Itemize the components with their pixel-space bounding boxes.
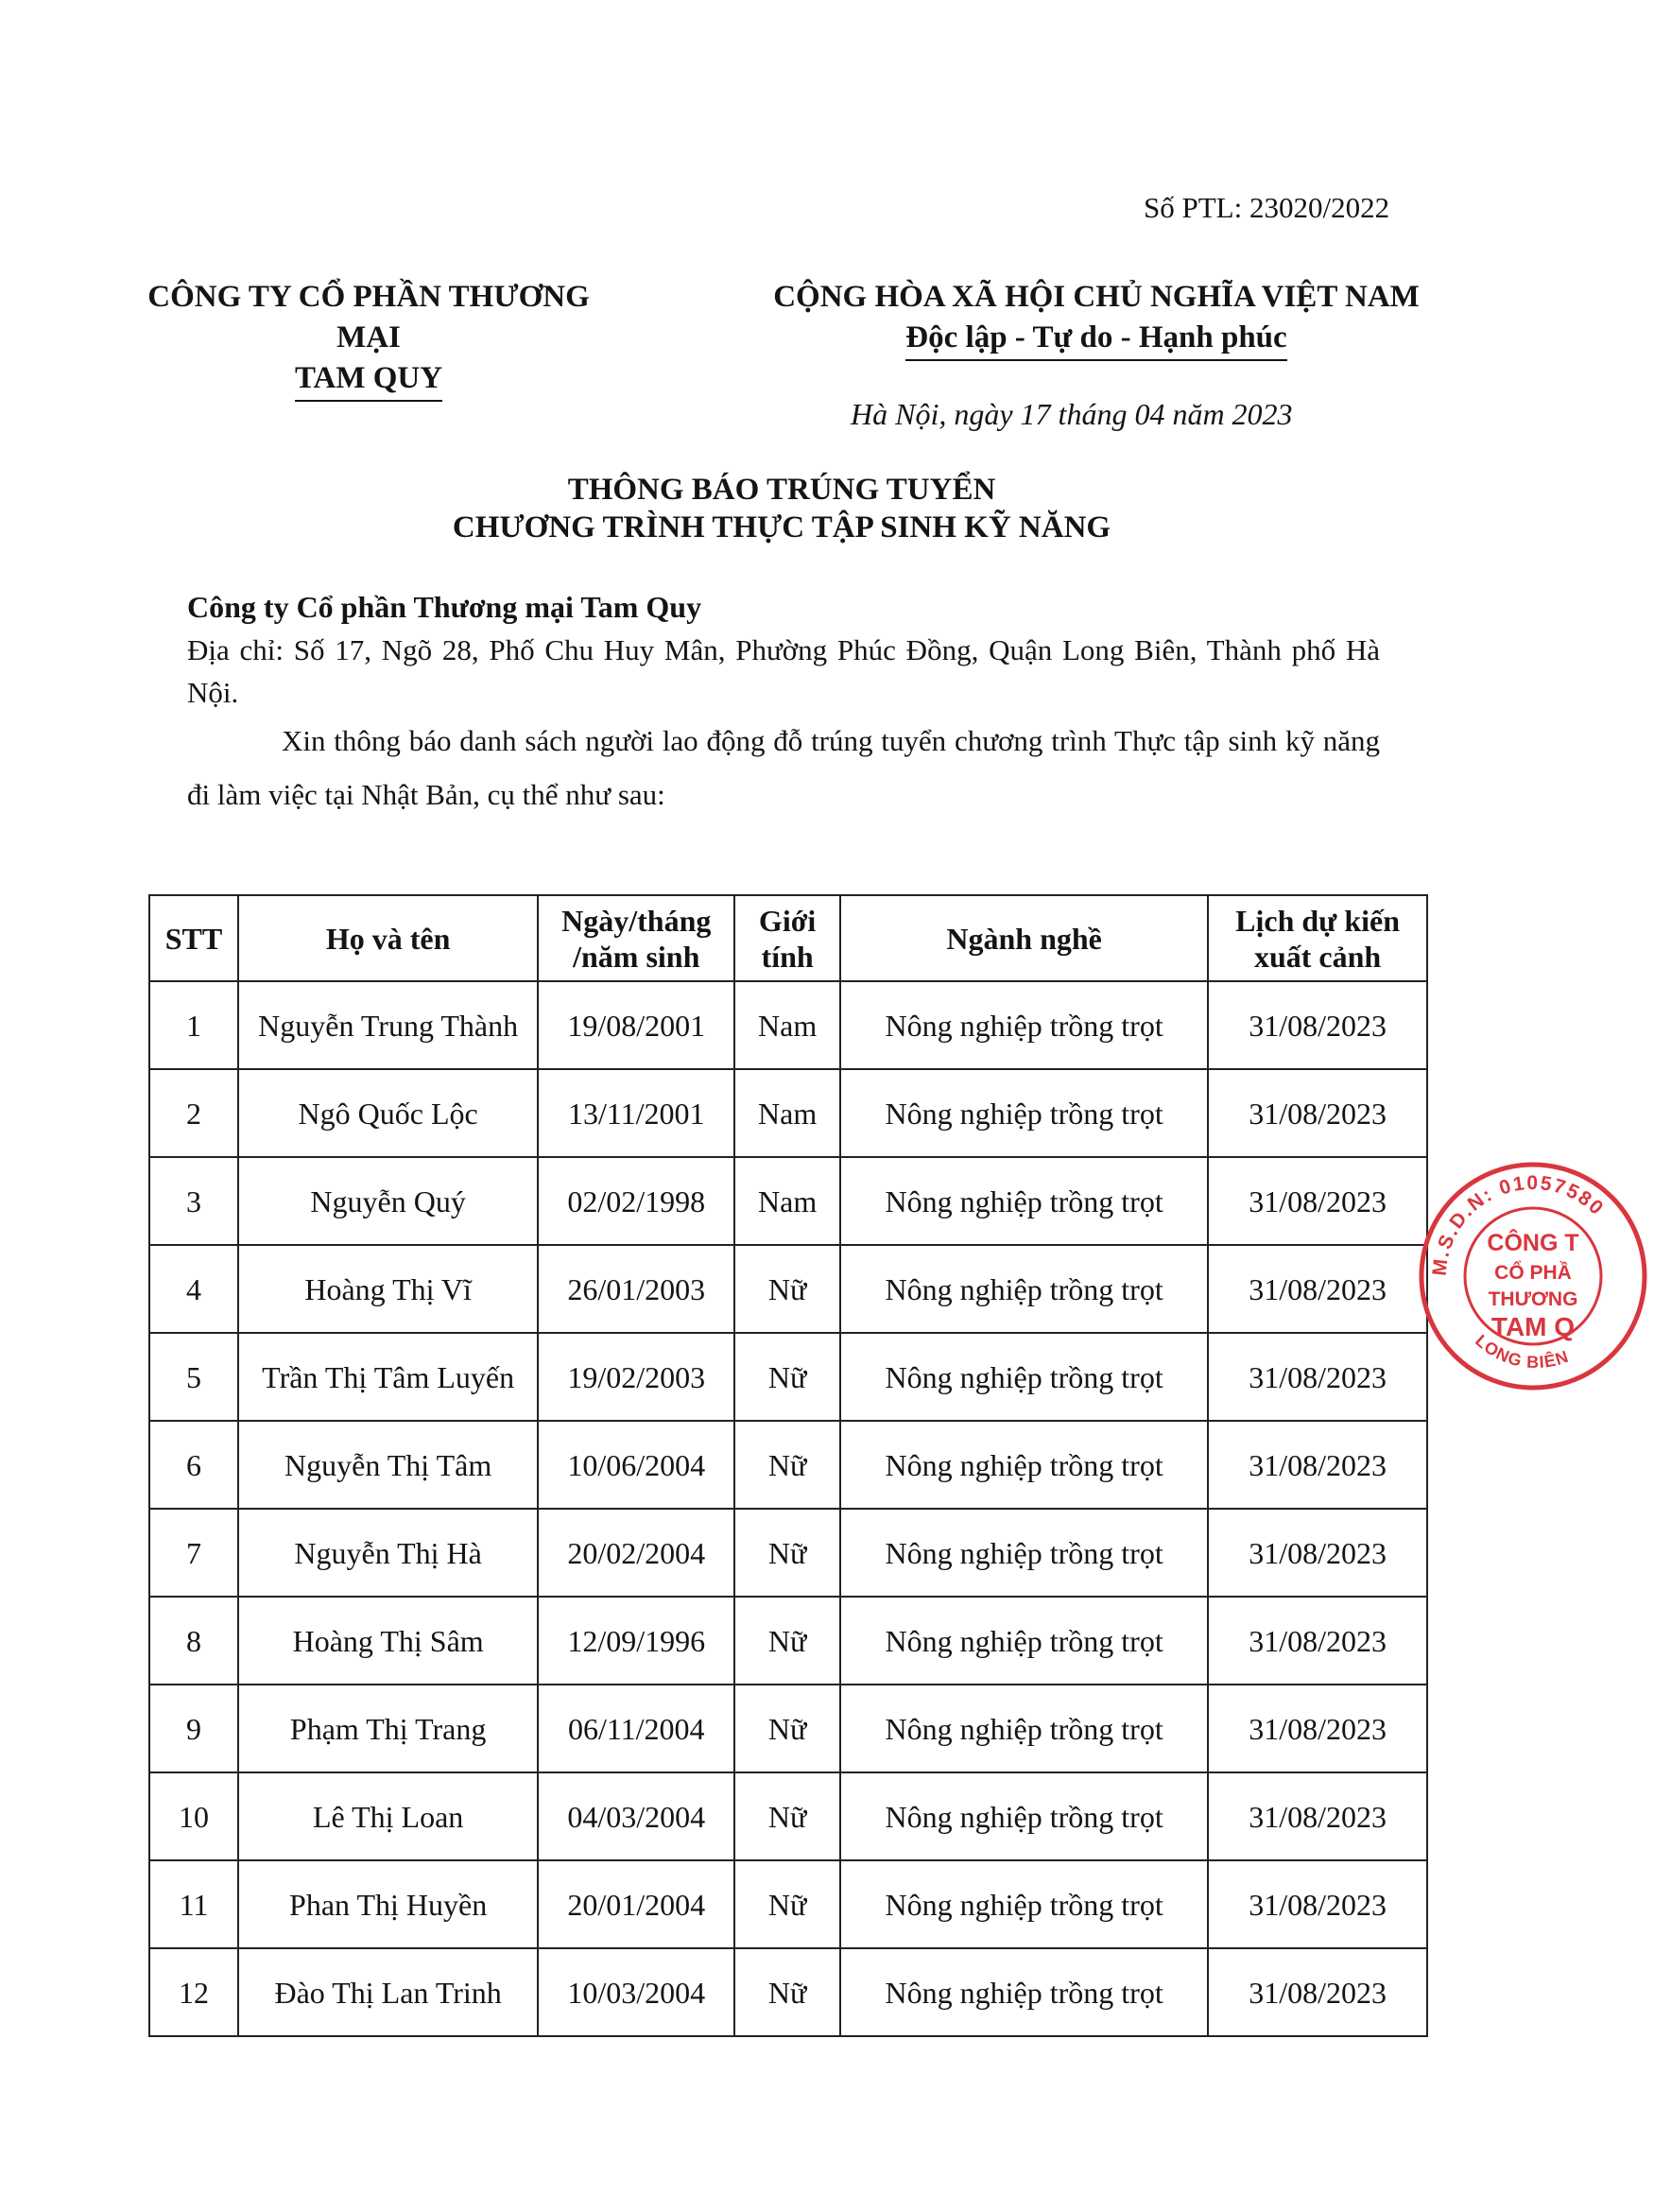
- table-row: [149, 1421, 1427, 1509]
- cell-full-name: Đào Thị Lan Trinh: [238, 1948, 538, 2036]
- cell-departure-date: 31/08/2023: [1208, 1948, 1427, 2036]
- table-row: [149, 1069, 1427, 1157]
- recruitment-table: [148, 894, 1428, 2037]
- cell-gender: Nam: [734, 981, 840, 1069]
- table-row: [149, 1948, 1427, 2036]
- cell-full-name: Ngô Quốc Lộc: [238, 1069, 538, 1157]
- seal-line4: TAM Q: [1490, 1312, 1576, 1341]
- cell-gender: Nữ: [734, 1509, 840, 1597]
- cell-birth-date: 19/02/2003: [538, 1333, 734, 1421]
- cell-birth-date: 12/09/1996: [538, 1597, 734, 1685]
- cell-full-name: Nguyễn Thị Tâm: [238, 1421, 538, 1509]
- cell-gender: Nữ: [734, 1685, 840, 1772]
- company-name-line2: TAM QUY: [295, 358, 442, 402]
- header-full-name: Họ và tên: [238, 895, 538, 981]
- table-row: [149, 1509, 1427, 1597]
- header-birth-date: Ngày/tháng /năm sinh: [538, 895, 734, 981]
- title-line2: CHƯƠNG TRÌNH THỰC TẬP SINH KỸ NĂNG: [452, 510, 1111, 544]
- cell-occupation: Nông nghiệp trồng trọt: [840, 1333, 1208, 1421]
- national-title: CỘNG HÒA XÃ HỘI CHỦ NGHĨA VIỆT NAM: [773, 280, 1420, 314]
- company-name-line1: CÔNG TY CỔ PHẦN THƯƠNG MẠI: [147, 280, 590, 354]
- cell-gender: Nữ: [734, 1333, 840, 1421]
- title-line1: THÔNG BÁO TRÚNG TUYỂN: [567, 473, 996, 507]
- cell-occupation: Nông nghiệp trồng trọt: [840, 1860, 1208, 1948]
- table-row: [149, 1245, 1427, 1333]
- intro-company-name: Công ty Cổ phần Thương mại Tam Quy: [187, 590, 702, 624]
- table-row: [149, 1860, 1427, 1948]
- cell-full-name: Nguyễn Thị Hà: [238, 1509, 538, 1597]
- cell-full-name: Trần Thị Tâm Luyến: [238, 1333, 538, 1421]
- cell-departure-date: 31/08/2023: [1208, 1069, 1427, 1157]
- cell-full-name: Nguyễn Quý: [238, 1157, 538, 1245]
- cell-stt: 5: [149, 1333, 238, 1421]
- cell-occupation: Nông nghiệp trồng trọt: [840, 1069, 1208, 1157]
- cell-gender: Nữ: [734, 1860, 840, 1948]
- document-title: [0, 471, 1563, 546]
- cell-departure-date: 31/08/2023: [1208, 1597, 1427, 1685]
- cell-birth-date: 04/03/2004: [538, 1772, 734, 1860]
- cell-departure-date: 31/08/2023: [1208, 1772, 1427, 1860]
- table-header-row: [149, 895, 1427, 981]
- seal-bottom-text: LONG BIÊN: [1472, 1331, 1572, 1373]
- cell-occupation: Nông nghiệp trồng trọt: [840, 1772, 1208, 1860]
- issue-date: Hà Nội, ngày 17 tháng 04 năm 2023: [851, 397, 1293, 431]
- cell-occupation: Nông nghiệp trồng trọt: [840, 981, 1208, 1069]
- cell-stt: 9: [149, 1685, 238, 1772]
- svg-text:M.S.D.N: 01057580: [1429, 1172, 1609, 1277]
- cell-stt: 2: [149, 1069, 238, 1157]
- seal-line2: CỔ PHẦ: [1494, 1262, 1572, 1284]
- cell-gender: Nữ: [734, 1421, 840, 1509]
- company-seal: [1408, 1149, 1654, 1394]
- cell-birth-date: 20/02/2004: [538, 1509, 734, 1597]
- cell-departure-date: 31/08/2023: [1208, 1685, 1427, 1772]
- header-stt: STT: [149, 895, 238, 981]
- cell-gender: Nữ: [734, 1948, 840, 2036]
- cell-stt: 3: [149, 1157, 238, 1245]
- cell-gender: Nam: [734, 1069, 840, 1157]
- cell-stt: 8: [149, 1597, 238, 1685]
- cell-birth-date: 26/01/2003: [538, 1245, 734, 1333]
- cell-birth-date: 13/11/2001: [538, 1069, 734, 1157]
- cell-gender: Nữ: [734, 1245, 840, 1333]
- seal-ring-text: M.S.D.N: 01057580: [1428, 1171, 1609, 1277]
- cell-occupation: Nông nghiệp trồng trọt: [840, 1157, 1208, 1245]
- table-row: [149, 1157, 1427, 1245]
- cell-birth-date: 19/08/2001: [538, 981, 734, 1069]
- cell-stt: 1: [149, 981, 238, 1069]
- national-header: [718, 277, 1474, 361]
- cell-gender: Nam: [734, 1157, 840, 1245]
- cell-departure-date: 31/08/2023: [1208, 1245, 1427, 1333]
- table-row: [149, 1685, 1427, 1772]
- cell-full-name: Hoàng Thị Vĩ: [238, 1245, 538, 1333]
- cell-stt: 6: [149, 1421, 238, 1509]
- cell-birth-date: 20/01/2004: [538, 1860, 734, 1948]
- header-departure-date: Lịch dự kiến xuất cảnh: [1208, 895, 1427, 981]
- header-gender: Giới tính: [734, 895, 840, 981]
- table-row: [149, 981, 1427, 1069]
- table-row: [149, 1597, 1427, 1685]
- table-row: [149, 1772, 1427, 1860]
- cell-departure-date: 31/08/2023: [1208, 981, 1427, 1069]
- cell-departure-date: 31/08/2023: [1208, 1333, 1427, 1421]
- cell-birth-date: 10/06/2004: [538, 1421, 734, 1509]
- national-motto: Độc lập - Tự do - Hạnh phúc: [905, 318, 1286, 361]
- cell-birth-date: 10/03/2004: [538, 1948, 734, 2036]
- cell-departure-date: 31/08/2023: [1208, 1509, 1427, 1597]
- cell-occupation: Nông nghiệp trồng trọt: [840, 1245, 1208, 1333]
- cell-stt: 12: [149, 1948, 238, 2036]
- table-row: [149, 1333, 1427, 1421]
- header-occupation: Ngành nghề: [840, 895, 1208, 981]
- cell-departure-date: 31/08/2023: [1208, 1157, 1427, 1245]
- intro-address: Địa chỉ: Số 17, Ngõ 28, Phố Chu Huy Mân, Phường Phúc Đồng, Quận Long Biên, Thành phố Hà Nội.: [187, 633, 1380, 709]
- cell-stt: 7: [149, 1509, 238, 1597]
- cell-stt: 10: [149, 1772, 238, 1860]
- cell-stt: 4: [149, 1245, 238, 1333]
- cell-occupation: Nông nghiệp trồng trọt: [840, 1421, 1208, 1509]
- cell-departure-date: 31/08/2023: [1208, 1421, 1427, 1509]
- cell-full-name: Phan Thị Huyền: [238, 1860, 538, 1948]
- cell-full-name: Nguyễn Trung Thành: [238, 981, 538, 1069]
- company-header: [132, 277, 605, 402]
- seal-line3: THƯƠNG: [1488, 1288, 1578, 1310]
- cell-birth-date: 02/02/1998: [538, 1157, 734, 1245]
- cell-stt: 11: [149, 1860, 238, 1948]
- cell-occupation: Nông nghiệp trồng trọt: [840, 1685, 1208, 1772]
- cell-gender: Nữ: [734, 1597, 840, 1685]
- intro-notice: Xin thông báo danh sách người lao động đỗ trúng tuyển chương trình Thực tập sinh kỹ năng đi làm việc tại Nhật Bản, cụ thể như sau:: [187, 724, 1380, 811]
- seal-line1: CÔNG T: [1487, 1230, 1579, 1256]
- document-reference-number: Số PTL: 23020/2022: [1144, 191, 1390, 224]
- cell-occupation: Nông nghiệp trồng trọt: [840, 1597, 1208, 1685]
- cell-occupation: Nông nghiệp trồng trọt: [840, 1948, 1208, 2036]
- cell-gender: Nữ: [734, 1772, 840, 1860]
- cell-departure-date: 31/08/2023: [1208, 1860, 1427, 1948]
- cell-full-name: Phạm Thị Trang: [238, 1685, 538, 1772]
- intro-section: [187, 586, 1380, 821]
- cell-birth-date: 06/11/2004: [538, 1685, 734, 1772]
- cell-occupation: Nông nghiệp trồng trọt: [840, 1509, 1208, 1597]
- cell-full-name: Hoàng Thị Sâm: [238, 1597, 538, 1685]
- cell-full-name: Lê Thị Loan: [238, 1772, 538, 1860]
